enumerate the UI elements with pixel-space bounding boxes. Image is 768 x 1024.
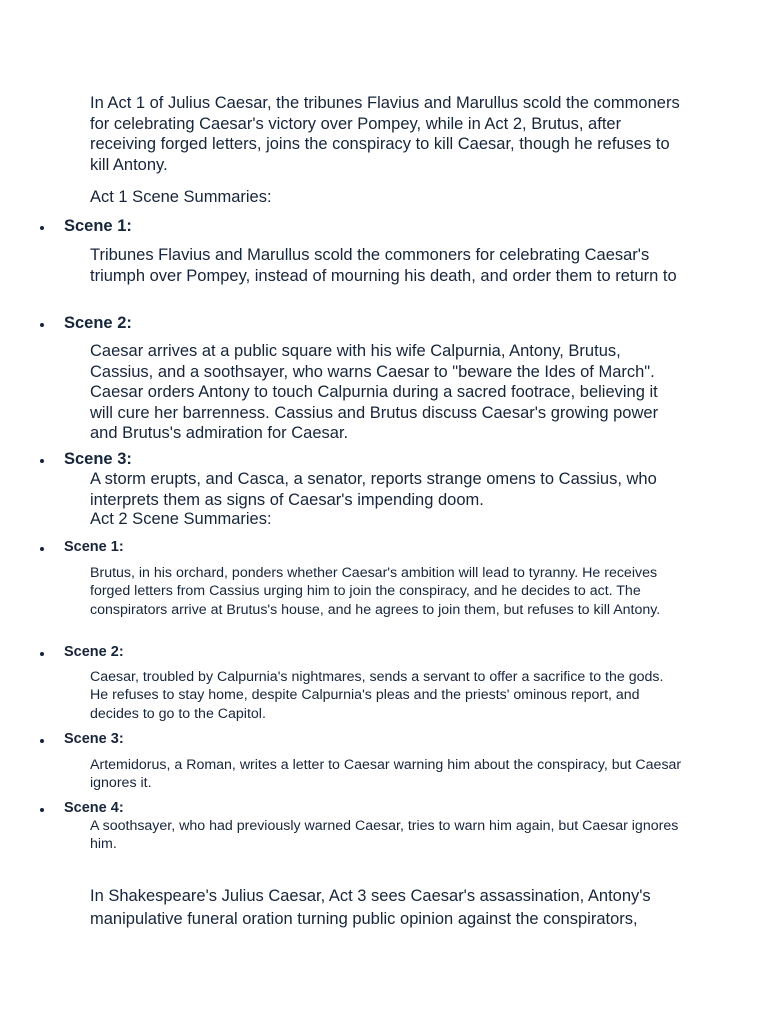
bullet-icon <box>40 652 46 658</box>
act3-paragraph: In Shakespeare's Julius Caesar, Act 3 sees Caesar's assassination, Antony's manipulative funeral oration turning public opinion against the conspirators, <box>90 887 651 928</box>
bullet-icon <box>40 739 46 745</box>
bullet-icon <box>40 323 46 329</box>
act2-heading: Act 2 Scene Summaries: <box>90 510 272 528</box>
act1-scene3-text: A storm erupts, and Casca, a senator, reports strange omens to Cassius, who interprets them as signs of Caesar's impending doom. <box>90 470 657 509</box>
bullet-icon <box>40 459 46 465</box>
act1-scene1-text: Tribunes Flavius and Marullus scold the commoners for celebrating Caesar's triumph over Pompey, instead of mourning his death, and order them to return to <box>90 246 677 285</box>
act2-scene2-title: Scene 2: <box>64 644 124 660</box>
intro-paragraph: In Act 1 of Julius Caesar, the tribunes Flavius and Marullus scold the commoners for celebrating Caesar's victory over Pompey, while in Act 2, Brutus, after receiving forged letters, joins the conspiracy to kill Caesar, though he refuses to kill Antony. <box>90 94 680 174</box>
act2-scene1-title: Scene 1: <box>64 539 124 555</box>
act2-scene3-title: Scene 3: <box>64 731 124 747</box>
act1-scene2-text: Caesar arrives at a public square with his wife Calpurnia, Antony, Brutus, Cassius, and a soothsayer, who warns Caesar to "beware the Ides of March". Caesar orders Antony to touch Calpurnia during a sacred footrace, believing it will cure her barrenness. Cassius and Brutus discuss Caesar's growing power and Brutus's admiration for Caesar. <box>90 342 659 442</box>
bullet-icon <box>40 808 46 814</box>
bullet-icon <box>40 226 46 232</box>
act2-scene2-text: Caesar, troubled by Calpurnia's nightmares, sends a servant to offer a sacrifice to the gods. He refuses to stay home, despite Calpurnia's pleas and the priests' ominous report, and decides to go to the Capitol. <box>90 669 664 722</box>
act1-scene3-title: Scene 3: <box>64 450 132 468</box>
act1-heading: Act 1 Scene Summaries: <box>90 188 272 206</box>
act2-scene4-text: A soothsayer, who had previously warned Caesar, tries to warn him again, but Caesar ignores him. <box>90 818 679 853</box>
act2-scene4-title: Scene 4: <box>64 800 124 816</box>
act1-scene2-title: Scene 2: <box>64 314 132 332</box>
act1-scene1-title: Scene 1: <box>64 217 132 235</box>
act2-scene3-text: Artemidorus, a Roman, writes a letter to Caesar warning him about the conspiracy, but Caesar ignores it. <box>90 757 682 792</box>
act2-scene1-text: Brutus, in his orchard, ponders whether Caesar's ambition will lead to tyranny. He receives forged letters from Cassius urging him to join the conspiracy, and he decides to act. The conspirators arrive at Brutus's house, and he agrees to join them, but refuses to kill Antony. <box>90 565 661 618</box>
bullet-icon <box>40 547 46 553</box>
